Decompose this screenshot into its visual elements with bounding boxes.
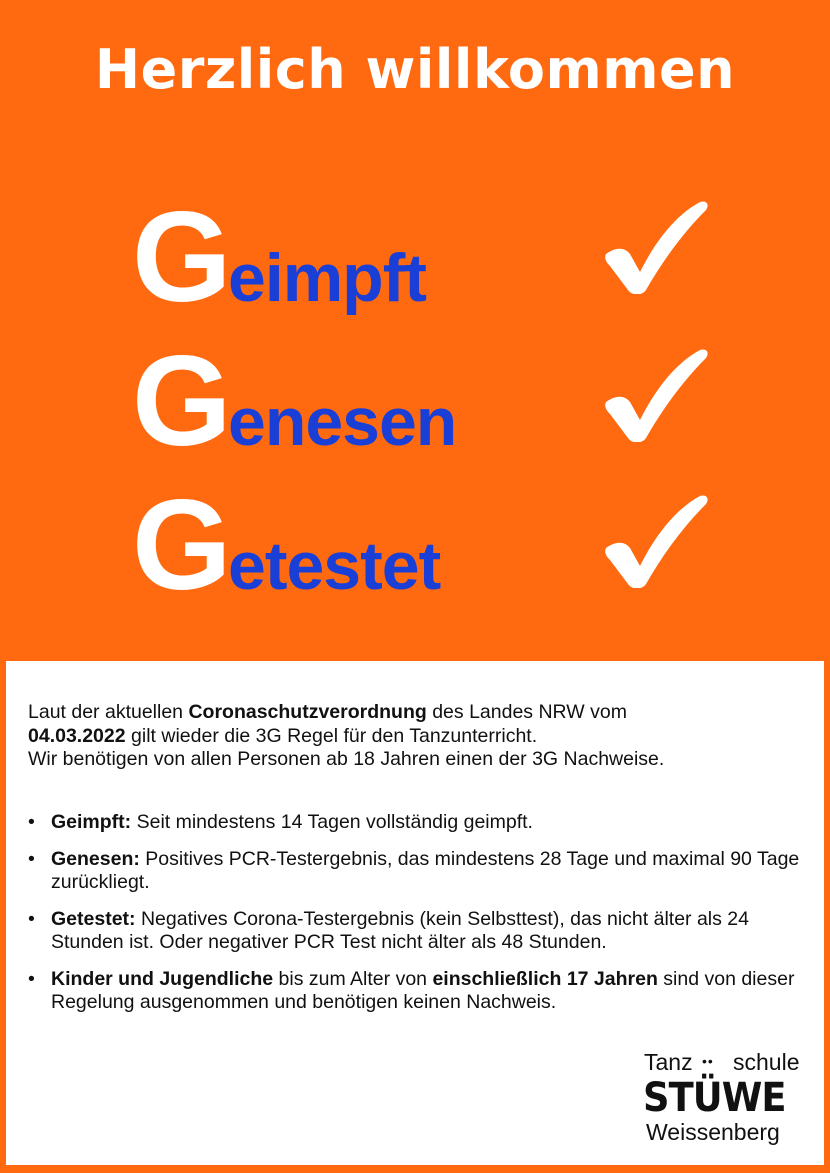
rules-list [26,811,806,1028]
list-item-text: sind von dieser Regelung ausgenommen und benötigen keinen Nachweis. [51,967,795,1013]
rule-word: enesen [228,384,457,460]
list-item-heading: Geimpft: [51,811,132,833]
intro-text-part: gilt wieder die 3G Regel für den Tanzunterricht. [125,724,538,747]
logo-schule: schule [733,1049,800,1075]
poster-title: Herzlich willkommen [94,38,736,101]
checkmark-icon [600,198,710,294]
rule-initial: G [132,474,232,617]
list-item [26,908,806,955]
logo-tanz: Tanz [644,1049,693,1075]
regulation-name: Coronaschutzverordnung [188,701,427,723]
list-item-text: Negatives Corona-Testergebnis (kein Selbsttest), das nicht älter als 24 Stunden ist. Oder negativer PCR Test nicht älter als 48 Stunden. [51,907,750,953]
intro-text-part: Laut der aktuellen [28,701,189,723]
list-item-text: bis zum Alter von [273,967,433,990]
intro-text [28,701,808,772]
intro-text-part: des Landes NRW vom [426,701,627,723]
tanzschule-logo [640,1049,800,1149]
rule-initial: G [132,330,232,473]
list-item-text: Seit mindestens 14 Tagen vollständig geimpft. [131,811,533,833]
rule-word: etestet [228,528,441,604]
list-item [26,811,806,835]
list-item-emphasis: einschließlich 17 Jahren [432,967,658,990]
rule-word: eimpft [228,240,426,316]
info-panel [6,661,824,1165]
checkmark-icon [600,492,710,588]
list-item-heading: Genesen: [51,847,140,870]
logo-dots: •• [702,1053,714,1069]
list-item-heading: Getestet: [51,907,136,930]
regulation-date: 04.03.2022 [28,724,126,747]
rule-initial: G [132,186,232,329]
list-item-heading: Kinder und Jugendliche [51,967,274,990]
checkmark-icon [600,346,710,442]
intro-text-part: Wir benötigen von allen Personen ab 18 Jahren einen der 3G Nachweise. [28,748,665,770]
logo-place: Weissenberg [646,1119,780,1145]
logo-name: STÜWE [643,1075,786,1121]
list-item [26,968,806,1015]
list-item [26,848,806,895]
list-item-text: Positives PCR-Testergebnis, das mindestens 28 Tage und maximal 90 Tage zurückliegt. [51,847,800,893]
